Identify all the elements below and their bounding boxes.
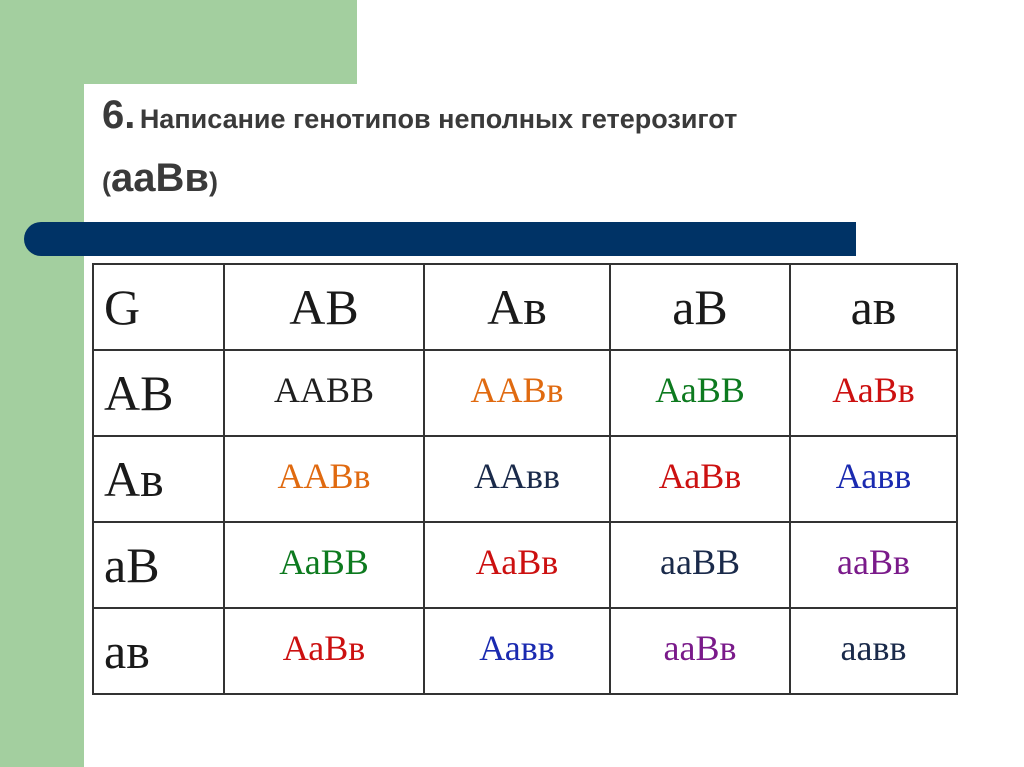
title-number: 6. xyxy=(102,93,136,137)
genotype-cell: ааВв xyxy=(610,608,790,694)
genotype-cell: ааВВ xyxy=(610,522,790,608)
genotype-cell: АаВВ xyxy=(610,350,790,436)
column-header: аВ xyxy=(610,264,790,350)
title-text: Написание генотипов неполных гетерозигот xyxy=(139,104,738,134)
title-underline-bar xyxy=(24,222,856,256)
genotype-cell: АаВв xyxy=(610,436,790,522)
genotype-cell: АаВв xyxy=(424,522,610,608)
row-header: АВ xyxy=(93,350,224,436)
title-paren-open: ( xyxy=(102,167,111,197)
table-row xyxy=(93,436,957,522)
column-header: АВ xyxy=(224,264,424,350)
title-paren-close: ) xyxy=(208,167,218,197)
row-header: ав xyxy=(93,608,224,694)
table-header-row xyxy=(93,264,957,350)
genotype-cell: АаВв xyxy=(224,608,424,694)
table-row xyxy=(93,350,957,436)
genotype-cell: Аавв xyxy=(424,608,610,694)
genotype-cell: аавв xyxy=(790,608,957,694)
table-row xyxy=(93,522,957,608)
genotype-cell: АаВВ xyxy=(224,522,424,608)
genotype-cell: ААвв xyxy=(424,436,610,522)
green-sidebar-decoration xyxy=(0,0,84,767)
genotype-cell: АаВв xyxy=(790,350,957,436)
genotype-cell: ААВВ xyxy=(224,350,424,436)
genotype-cell: ААВв xyxy=(424,350,610,436)
genotype-cell: ааВв xyxy=(790,522,957,608)
slide-title xyxy=(102,88,982,214)
genotype-cell: Аавв xyxy=(790,436,957,522)
row-header: аВ xyxy=(93,522,224,608)
column-header: ав xyxy=(790,264,957,350)
punnett-square-table xyxy=(92,263,958,695)
gamete-corner-label: G xyxy=(93,264,224,350)
green-top-decoration xyxy=(0,0,357,84)
column-header: Ав xyxy=(424,264,610,350)
row-header: Ав xyxy=(93,436,224,522)
title-genotype: ааВв xyxy=(111,156,209,200)
table-row xyxy=(93,608,957,694)
genotype-cell: ААВв xyxy=(224,436,424,522)
